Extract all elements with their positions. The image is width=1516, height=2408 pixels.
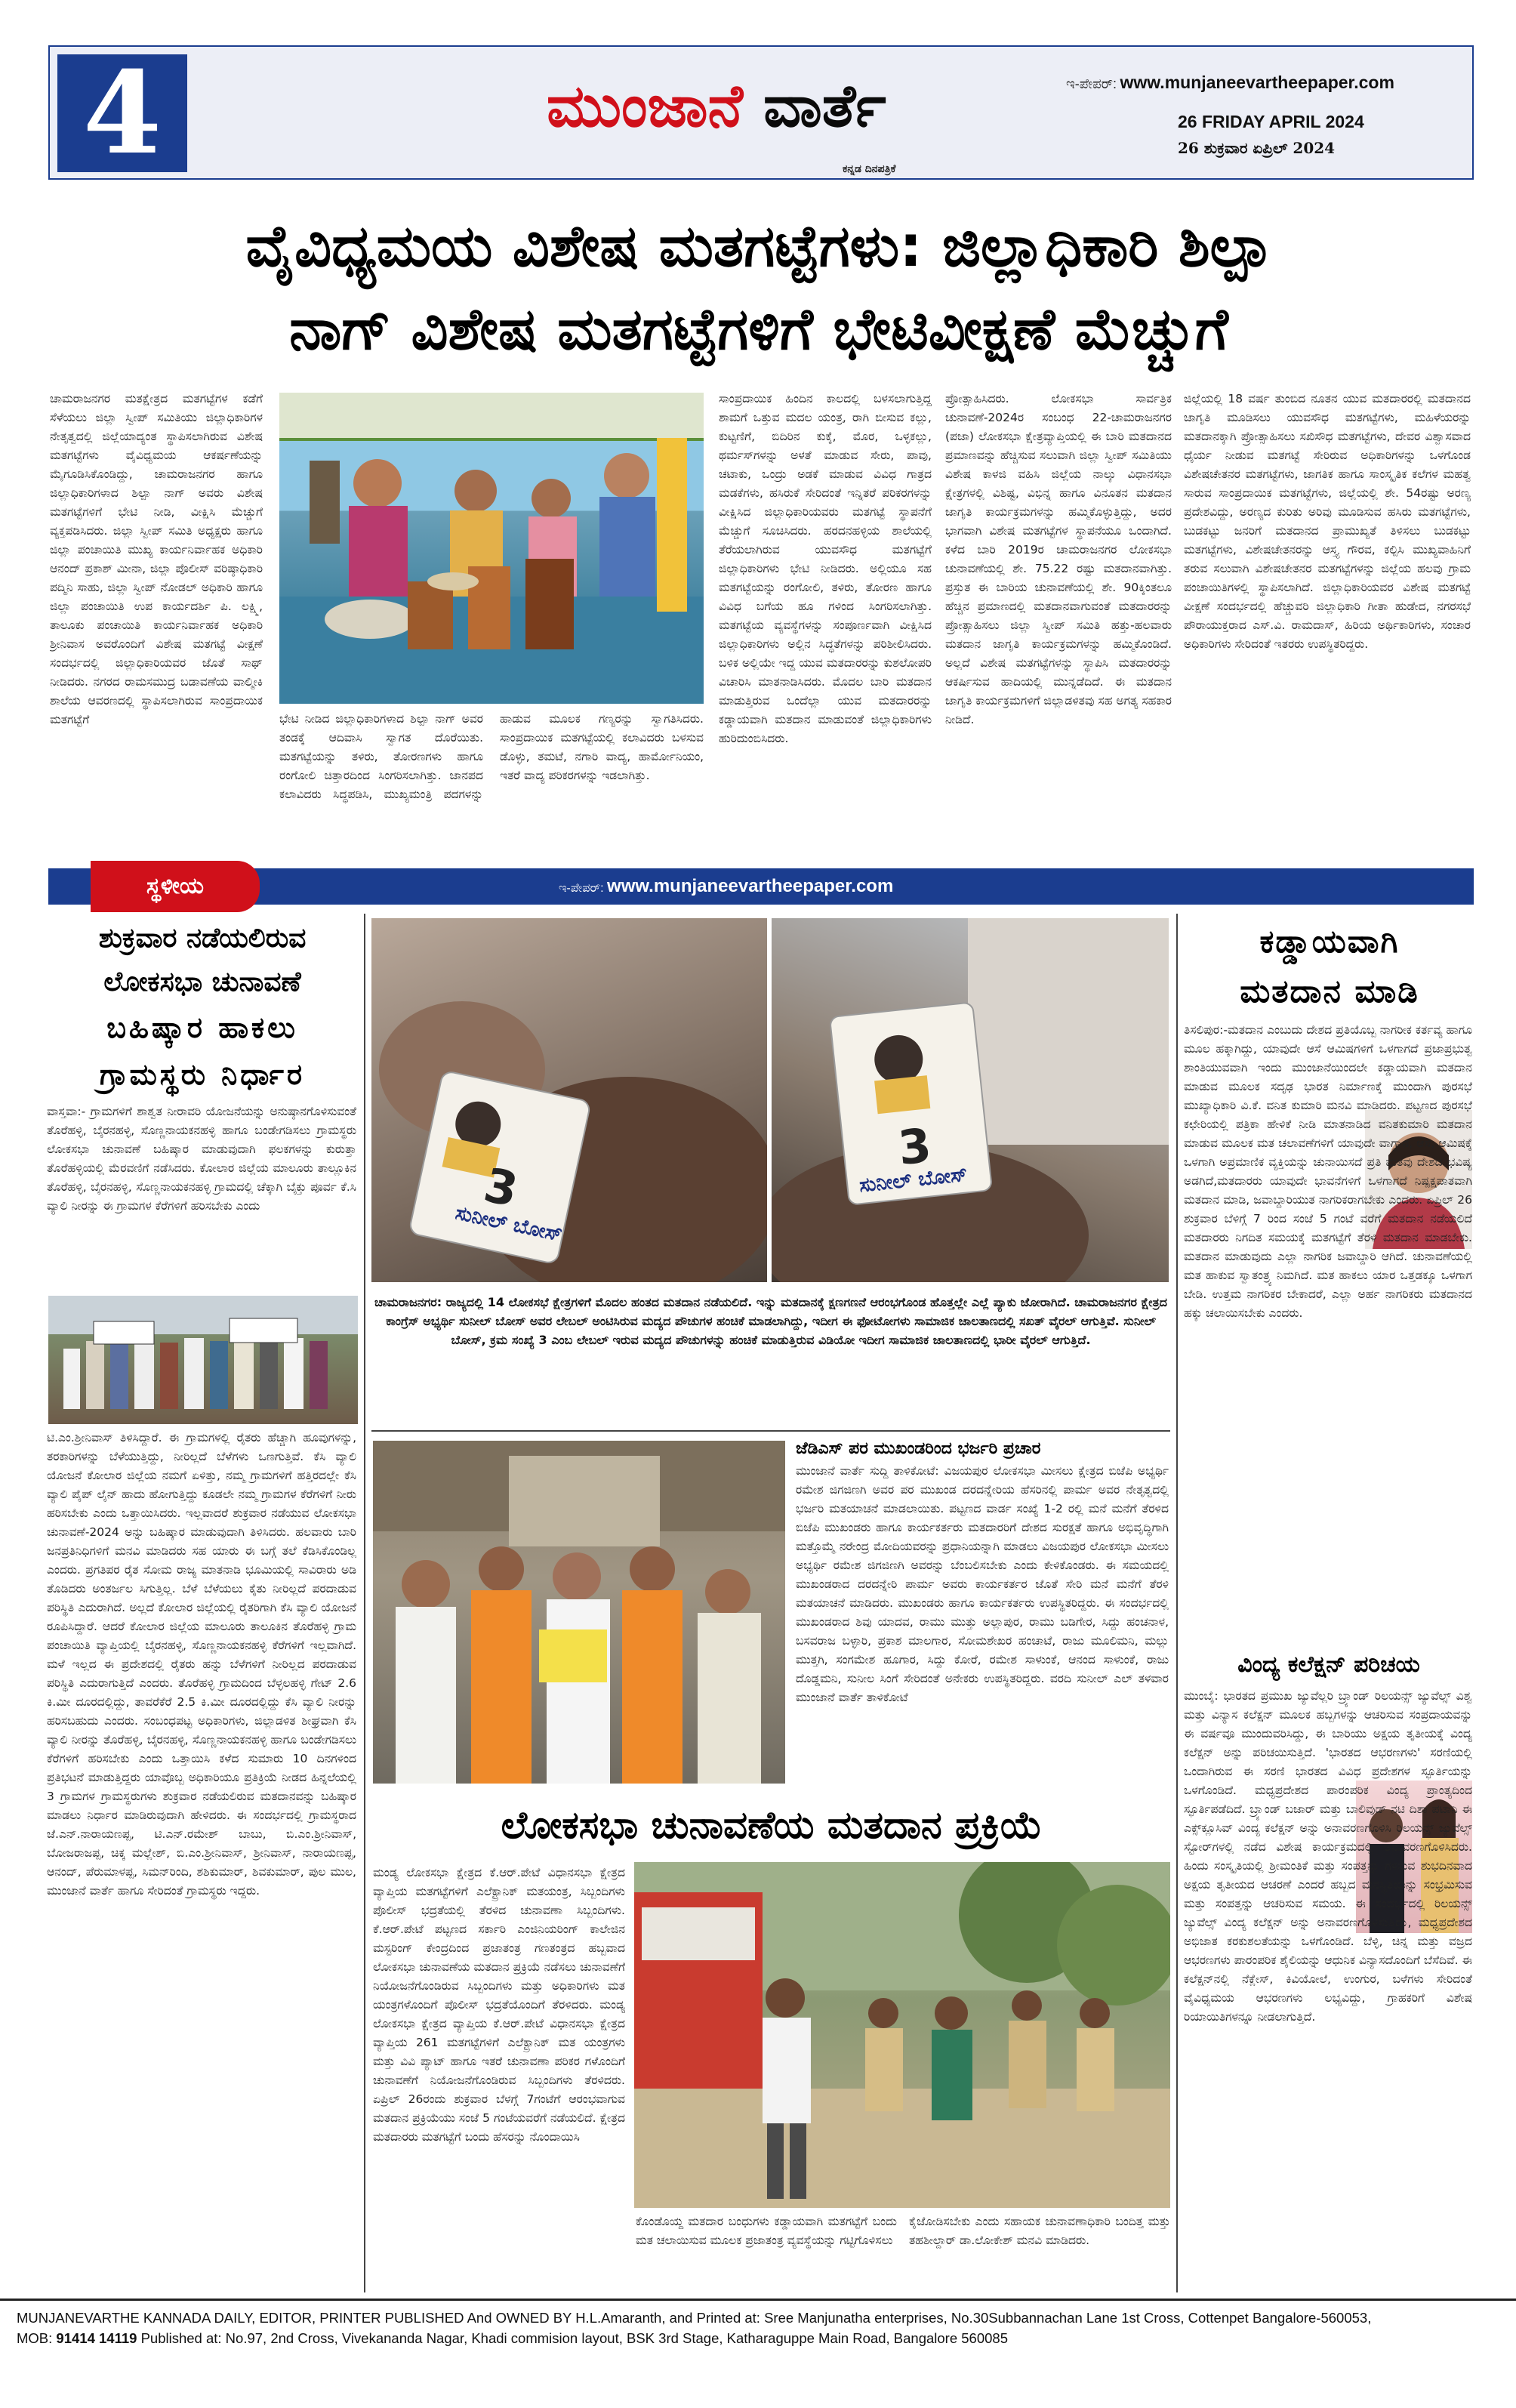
lead-photo <box>279 393 704 704</box>
epaper-url[interactable]: www.munjaneevartheepaper.com <box>1120 72 1394 92</box>
lead-photo-art <box>279 393 704 704</box>
viral-photo-right <box>772 918 1169 1282</box>
boycott-headline-4: ಗ್ರಾಮಸ್ಥರು ನಿರ್ಧಾರ <box>99 1058 306 1091</box>
footer <box>17 2308 1504 2348</box>
divider-right <box>1176 914 1178 2292</box>
section-bar <box>48 868 1474 905</box>
vote-subhead-2: ವಿಂದ್ಯ ಕಲೆಕ್ಷನ್ ಪರಿಚಯ <box>1184 1646 1474 1684</box>
lead-col-4: ಸಾಂಪ್ರದಾಯಿಕ ಹಿಂದಿನ ಕಾಲದಲ್ಲಿ ಬಳಸಲಾಗುತ್ತಿದ್ದ ಶಾಮಗೆ ಒತ್ತುವ ಮದಲ ಯಂತ್ರ, ರಾಗಿ ಬೀಸುವ ಕಲ್ಲು, ಕುಟ್ಟಣಿಗೆ, ಬಿದಿರಿನ ಕುಕ್ಕೆ, ಮೊರ, ಒಳ್ಳಕಲ್ಲು, ಥರ್ಮಸ್‌ಗಳನ್ನು ಅಳತೆ ಮಾಡುವ ಸೇರು, ಪಾವು, ಚಟಾಕು, ಒಂದ್ರು ಅಡಕೆ ಮಾಡುವ ವಿವಿಧ ಗಾತ್ರದ ಮಡಕೆಗಳು, ಹಸಿರುಕೆ ಸೇರಿದಂತೆ ಇನ್ನಿತರೆ ಪರಿಕರಗಳನ್ನು ವೀಕ್ಷಿಸಿದ ಜಿಲ್ಲಾಧಿಕಾರಿಯವರು ಮತಗಟ್ಟೆ ಸ್ಥಾಪನೆಗೆ ಮೆಚ್ಚುಗೆ ಸೂಚಿಸಿದರು. ಹರದನಹಳ್ಳಿಯ ಶಾಲೆಯಲ್ಲಿ ತೆರೆಯಲಾಗಿರುವ ಯುವಸೌಧ ಮತಗಟ್ಟೆಗೆ ಜಿಲ್ಲಾಧಿಕಾರಿಗಳು ಭೇಟಿ ನೀಡಿದರು. ಅಲ್ಲಿಯೂ ಸಹ ಮತಗಟ್ಟೆಯನ್ನು ರಂಗೋಲಿ, ತಳಿರು, ತೋರಣ ಹಾಗೂ ವಿವಿಧ ಬಗೆಯ ಹೂ ಗಳಿಂದ ಸಿಂಗರಿಸಲಾಗಿತ್ತು. ಮತಗಟ್ಟೆಯ ವ್ಯವಸ್ಥೆಗಳನ್ನು ಸಂಪೂರ್ಣವಾಗಿ ವೀಕ್ಷಿಸಿದ ಜಿಲ್ಲಾಧಿಕಾರಿಗಳು ಅಲ್ಲಿನ ಸಿದ್ಧತೆಗಳನ್ನು ಪರಿಶೀಲಿಸಿದರು. ಬಳಿಕ ಅಲ್ಲಿಯೇ ಇದ್ದ ಯುವ ಮತದಾರರನ್ನು ಕುಶಲೋಪರಿ ವಿಚಾರಿಸಿ ಮಾತನಾಡಿಸಿದರು. ಮೊದಲ ಬಾರಿ ಮತದಾನ ಮಾಡುತ್ತಿರುವ ಒಂದೆಲ್ಲಾ ಯುವ ಮತದಾರರನ್ನು ಕಡ್ಡಾಯವಾಗಿ ಮತದಾನ ಮಾಡುವಂತೆ ಜಿಲ್ಲಾಧಿಕಾರಿಗಳು ಹುರಿದುಂಬಿಸಿದರು. <box>719 392 932 745</box>
viral-caption: ಚಾಮರಾಜನಗರ: ರಾಜ್ಯದಲ್ಲಿ 14 ಲೋಕಸಭೆ ಕ್ಷೇತ್ರಗಳಿಗೆ ಮೊದಲ ಹಂತದ ಮತದಾನ ನಡೆಯಲಿದೆ. ಇನ್ನು ಮತದಾನಕ್ಕೆ ಕ್ಷಣಗಣನೆ ಆರಂಭಗೊಂಡ ಹೊತ್ತಲ್ಲೇ ಎಲ್ಲೆ ಪ್ಯಾಕು ಜೋರಾಗಿದೆ. ಚಾಮರಾಜನಗರ ಕ್ಷೇತ್ರದ ಕಾಂಗ್ರೆಸ್ ಅಭ್ಯರ್ಥಿ ಸುನೀಲ್ ಬೋಸ್ ಅವರ ಲೇಬಲ್ ಅಂಟಿಸಿರುವ ಮದ್ಯದ ಪೌಚುಗಳ ಹಂಚಿಕೆ ಮಾಡಲಾಗಿದ್ದು, ಇದೀಗ ಈ ಫೋಟೋಗಳು ಸಾಮಾಜಿಕ ಜಾಲತಾಣದಲ್ಲಿ ಸಖತ್ ವೈರಲ್ ಆಗುತ್ತಿವೆ. ಸುನೀಲ್ ಬೋಸ್, ಕ್ರಮ ಸಂಖ್ಯೆ 3 ಎಂಬ ಲೇಬಲ್ ಇರುವ ಮದ್ಯದ ಪೌಚುಗಳನ್ನು ಹಂಚಿಕೆ ಮಾಡುತ್ತಿರುವ ವಿಡಿಯೋ ಇದೀಗ ಸಾಮಾಜಿಕ ಜಾಲತಾಣದಲ್ಲಿ ಭಾರೀ ವೈರಲ್ ಆಗುತ್ತಿದೆ. <box>374 1295 1167 1347</box>
footer-line-2 <box>17 2328 1504 2348</box>
lead-headline-2: ನಾಗ್ ವಿಶೇಷ ಮತಗಟ್ಟೆಗಳಿಗೆ ಭೇಟಿವೀಕ್ಷಣೆ ಮೆಚ್ಚುಗೆ <box>289 295 1228 362</box>
sticker-number-left: 3 <box>479 1157 523 1218</box>
lead-col-1: ಚಾಮರಾಜನಗರ ಮತಕ್ಷೇತ್ರದ ಮತಗಟ್ಟೆಗಳ ಕಡೆಗೆ ಸೆಳೆಯಲು ಜಿಲ್ಲಾ ಸ್ವೀಪ್ ಸಮಿತಿಯು ಜಿಲ್ಲಾಧಿಕಾರಿಗಳ ನೇತೃತ್ವದಲ್ಲಿ ಜಿಲ್ಲೆಯಾದ್ಯಂತ ಸ್ಥಾಪಿಸಲಾಗಿರುವ ವಿಶೇಷ ಮತಗಟ್ಟೆಗಳು ವೈವಿಧ್ಯಮಯ ಆಕರ್ಷಣೆಯನ್ನು ಮೈಗೂಡಿಸಿಕೊಂಡಿದ್ದು, ಚಾಮರಾಜನಗರ ಹಾಗೂ ಜಿಲ್ಲಾಧಿಕಾರಿಗಳಾದ ಶಿಲ್ಪಾ ನಾಗ್ ಅವರು ವಿಶೇಷ ಮತಗಟ್ಟೆಗಳಿಗೆ ಭೇಟಿ ನೀಡಿ, ವೀಕ್ಷಿಸಿ ಮೆಚ್ಚುಗೆ ವ್ಯಕ್ತಪಡಿಸಿದರು. ಜಿಲ್ಲಾ ಸ್ವೀಪ್ ಸಮಿತಿ ಅಧ್ಯಕ್ಷರು ಹಾಗೂ ಜಿಲ್ಲಾ ಪಂಚಾಯಿತಿ ಮುಖ್ಯ ಕಾರ್ಯನಿರ್ವಾಹಕ ಅಧಿಕಾರಿ ಆನಂದ್ ಪ್ರಕಾಶ್ ಮೀನಾ, ಜಿಲ್ಲಾ ಪೊಲೀಸ್ ವರಿಷ್ಠಾಧಿಕಾರಿ ಪದ್ಮಿನಿ ಸಾಹು, ಜಿಲ್ಲಾ ಸ್ವೀಪ್ ನೋಡಲ್ ಅಧಿಕಾರಿ ಹಾಗೂ ಜಿಲ್ಲಾ ಪಂಚಾಯಿತಿ ಉಪ ಕಾರ್ಯದರ್ಶಿ ಪಿ. ಲಕ್ಷ್ಮಿ, ತಾಲೂಕು ಪಂಚಾಯಿತಿ ಕಾರ್ಯನಿರ್ವಾಹಕ ಅಧಿಕಾರಿ ಶ್ರೀನಿವಾಸ ಅವರೊಂದಿಗೆ ವಿಶೇಷ ಮತಗಟ್ಟೆ ವೀಕ್ಷಣೆ ಸಂದರ್ಭದಲ್ಲಿ ಜಿಲ್ಲಾಧಿಕಾರಿಯವರ ಜೊತೆ ಸಾಥ್ ನೀಡಿದರು. ನಗರದ ರಾಮಸಮುದ್ರ ಬಡಾವಣೆಯ ವಾಲ್ಮೀಕಿ ಶಾಲೆಯ ಆವರಣದಲ್ಲಿ ಸ್ಥಾಪಿಸಲಾಗಿರುವ ಸಾಂಪ್ರದಾಯಿಕ ಮತಗಟ್ಟೆಗೆ <box>50 392 263 726</box>
epaper-line <box>1066 72 1394 93</box>
divider-left <box>364 914 365 2292</box>
section-epaper-url[interactable]: www.munjaneevartheepaper.com <box>607 876 894 896</box>
masthead <box>48 45 1474 180</box>
footer-line-1: MUNJANEVARTHE KANNADA DAILY, EDITOR, PRINTER PUBLISHED And OWNED BY H.L.Amaranth, and Printed at: Sree Manjunatha enterprises, No.30Subbannachan Lane 1st Cross, Cottenpet Bangalore-560053, <box>17 2310 1372 2326</box>
date-kn: 26 ಶುಕ್ರವಾರ ಏಪ್ರಿಲ್ 2024 <box>1178 139 1336 157</box>
vote-text-1: ತಿಸಲಿಪುರ:-ಮತದಾನ ಎಂಬುದು ದೇಶದ ಪ್ರತಿಯೊಬ್ಬ ನಾಗರೀಕ ಕರ್ತವ್ಯ ಹಾಗೂ ಮೂಲ ಹಕ್ಕಾಗಿದ್ದು, ಯಾವುದೇ ಆಸೆ ಆಮಿಷಗಳಿಗೆ ಒಳಗಾಗದೆ ಪ್ರಜಾಪ್ರಭುತ್ವ ಶಾಂತಿಯುವವಾಗಿ ಇಂದು ಮುಂಜಾನೆಯಿಂದಲೇ ಕಡ್ಡಾಯವಾಗಿ ಮತದಾನ ಮಾಡುವ ಮೂಲಕ ಸದೃಢ ಭಾರತ ನಿರ್ಮಾಣಕ್ಕೆ ಮುಂದಾಗಿ ಪುರಸಭೆ ಮುಖ್ಯಾಧಿಕಾರಿ ವಿ.ಕೆ. ವನಿತ ಕುಮಾರಿ ಮನವಿ ಮಾಡಿದರು. ಪಟ್ಟಣದ ಪುರಸಭೆ ಕಛೇರಿಯಲ್ಲಿ ಪತ್ರಿಕಾ ಹೇಳಿಕೆ ನೀಡಿ ಮಾತನಾಡಿದ ವನಿತಕುಮಾರಿ ಮತದಾನ ಮಾಡುವ ಮೂಲಕ ಮತ ಚಲಾವಣೆಗಳಿಗೆ ಯಾವುದೇ ವಾಗ್ದಾನ, ಆಸೆ, ಆಮಿಷಕ್ಕೆ ಒಳಗಾಗಿ ಅಪ್ರಮಾಣಿಕ ವ್ಯಕ್ತಿಯನ್ನು ಚುನಾಯಿಸದೆ ಪ್ರತಿ ಮತವು ದೇಶದ ಭವಿಷ್ಯ ಅಡಗಿದೆ,ಮತದಾರರು ಯಾವುದೇ ಭಾವನೆಗಳಿಗೆ ಒಳಗಾಗದೆ ನಿಷ್ಪಕ್ಷಪಾತವಾಗಿ ಮತದಾನ ಮಾಡಿ, ಜವಾಬ್ದಾರಿಯುತ ನಾಗರಿಕರಾಗಬೇಕು ಎಂದರು. ಏಪ್ರಿಲ್ 26 ಶುಕ್ರವಾರ ಬೆಳಿಗ್ಗೆ 7 ರಿಂದ ಸಂಜೆ 5 ಗಂಟೆ ವರೆಗೆ ಮತದಾನ ನಡೆಯಲಿದೆ ಮತದಾರರು ನಿಗದಿತ ಸಮಯಕ್ಕೆ ಮತಗಟ್ಟೆಗೆ ತೆರಳಿ ಮತದಾನ ಮಾಡಬೇಕು. ಮತದಾನ ಮಾಡುವುದು ಎಲ್ಲಾ ನಾಗರಿಕ ಜವಾಬ್ದಾರಿ ಆಗಿದೆ. ಚುನಾವಣೆಯಲ್ಲಿ ಮತ ಹಾಕುವ ಸ್ವಾತಂತ್ರ್ಯ ನಿಮಗಿದೆ. ಮತ ಹಾಕಲು ಯಾರ ಒತ್ತಡಕ್ಕೂ ಒಳಗಾಗ ಬೇಡಿ. ಉತ್ತಮ ನಾಗರಿಕರ ಬೇಕಾದರೆ, ಎಲ್ಲಾ ಅರ್ಹ ನಾಗರಿಕರು ಮತದಾನದ ಹಕ್ಕು ಚಲಾಯಿಸಬೇಕು ಎಂದರು. <box>1184 1023 1472 1320</box>
section-label: ಸ್ಥಳೀಯ <box>146 873 205 899</box>
process-text: ಮಂಡ್ಯ ಲೋಕಸಭಾ ಕ್ಷೇತ್ರದ ಕೆ.ಆರ್.ಪೇಟೆ ವಿಧಾನಸಭಾ ಕ್ಷೇತ್ರದ ವ್ಯಾಪ್ತಿಯ ಮತಗಟ್ಟೆಗಳಿಗೆ ಎಲೆಕ್ಟ್ರಾನಿಕ್ ಮತಯಂತ್ರ, ಸಿಬ್ಬಂದಿಗಳು ಪೊಲೀಸ್ ಭದ್ರತೆಯಲ್ಲಿ ತೆರಳಿದ ಚುನಾವಣಾ ಸಿಬ್ಬಂದಿಗಳು. ಕೆ.ಆರ್.ಪೇಟೆ ಪಟ್ಟಣದ ಸರ್ಕಾರಿ ಎಂಜಿನಿಯರಿಂಗ್ ಕಾಲೇಜಿನ ಮಸ್ಟರಿಂಗ್ ಕೇಂದ್ರದಿಂದ ಪ್ರಜಾತಂತ್ರ ಗಣತಂತ್ರದ ಹಬ್ಬವಾದ ಲೋಕಸಭಾ ಚುನಾವಣೆಯ ಮತದಾನ ಪ್ರಕ್ರಿಯೆ ನಡೆಸಲು ಚುನಾವಣೆಗೆ ನಿಯೋಜನೆಗೊಂಡಿರುವ ಸಿಬ್ಬಂದಿಗಳು ಮತ್ತು ಅಧಿಕಾರಿಗಳು ಮತ ಯಂತ್ರಗಳೊಂದಿಗೆ ಪೊಲೀಸ್ ಭದ್ರತೆಯೊಂದಿಗೆ ತೆರಳಿದರು. ಮಂಡ್ಯ ಲೋಕಸಭಾ ಕ್ಷೇತ್ರದ ವ್ಯಾಪ್ತಿಯ ಕೆ.ಆರ್.ಪೇಟೆ ವಿಧಾನಸಭಾ ಕ್ಷೇತ್ರದ ವ್ಯಾಪ್ತಿಯ 261 ಮತಗಟ್ಟೆಗಳಿಗೆ ಎಲೆಕ್ಟ್ರಾನಿಕ್ ಮತ ಯಂತ್ರಗಳು ಮತ್ತು ವಿವಿ ಪ್ಯಾಟ್ ಹಾಗೂ ಇತರೆ ಚುನಾವಣಾ ಪರಿಕರ ಗಳೊಂದಿಗೆ ಚುನಾವಣೆಗೆ ನಿಯೋಜನೆಗೊಂಡಿರುವ ಸಿಬ್ಬಂದಿಗಳು ತೆರಳಿದರು. ಏಪ್ರಿಲ್ 26ರಂದು ಶುಕ್ರವಾರ ಬೆಳಗ್ಗೆ 7ಗಂಟೆಗೆ ಆರಂಭವಾಗುವ ಮತದಾನ ಪ್ರಕ್ರಿಯೆಯು ಸಂಜೆ 5 ಗಂಟೆಯವರೆಗೆ ನಡೆಯಲಿದೆ. ಕ್ಷೇತ್ರದ ಮತದಾರರು ಮತಗಟ್ಟೆಗೆ ಬಂದು ಹೆಸರನ್ನು ನೊಂದಾಯಿಸಿ <box>373 1866 625 2144</box>
vote-headline-2: ಮತದಾನ ಮಾಡಿ <box>1240 973 1419 1010</box>
boycott-headline-2: ಲೋಕಸಭಾ ಚುನಾವಣೆ <box>103 967 301 997</box>
section-epaper-label: ಇ-ಪೇಪರ್: <box>559 882 604 895</box>
page-number-box <box>57 47 187 180</box>
logo-part1: ಮುಂಜಾನೆ <box>547 72 743 140</box>
bjp-photo <box>373 1441 785 1784</box>
bjp-photo-art <box>373 1441 785 1784</box>
process-caption-right: ಕೈಜೋಡಿಸಬೇಕು ಎಂದು ಸಹಾಯಕ ಚುನಾವಣಾಧಿಕಾರಿ ಬಂದಿತ್ತ ಮತ್ತು ತಹಶೀಲ್ದಾರ್ ಡಾ.ಲೋಕೇಶ್ ಮನವಿ ಮಾಡಿದರು. <box>909 2215 1170 2247</box>
sticker-number-right: 3 <box>895 1117 934 1176</box>
vote-headline <box>1184 917 1475 1016</box>
date-en: 26 FRIDAY APRIL 2024 <box>1178 112 1364 131</box>
boycott-text-1: ವಾಸ್ತವಾ:- ಗ್ರಾಮಗಳಿಗೆ ಶಾಶ್ವತ ನೀರಾವರಿ ಯೋಜನೆಯನ್ನು ಅನುಷ್ಠಾನಗೊಳಿಸುವಂತೆ ತೊರೆಹಳ್ಳಿ, ಬೈರನಹಳ್ಳಿ, ಸೊಣ್ಣನಾಯಕನಹಳ್ಳಿ ಹಾಗೂ ಬಂಡೇಗಡಿಸಲು ಗ್ರಾಮಸ್ಥರು ಲೋಕಸಭಾ ಚುನಾವಣೆ ಬಹಿಷ್ಕಾರ ಮಾಡುವುದಾಗಿ ಫಲಕಗಳನ್ನು ಕುರುತ್ತಾ ತೊರೆಹಳ್ಳಿಯಲ್ಲಿ ಮೆರವಣಿಗೆ ನಡೆಸಿದರು. ಕೋಲಾರ ಜಿಲ್ಲೆಯ ಮಾಲೂರು ತಾಲ್ಲೂಕಿನ ತೊರೆಹಳ್ಳಿ, ಬೈರನಹಳ್ಳಿ, ಸೊಣ್ಣನಾಯಕನಹಳ್ಳಿ ಗ್ರಾಮದಲ್ಲಿ ಚೆಕ್ಕಾಗಿ ಬೈಕ್ತು ಪೂರ್ವ ಕೆ.ಸಿ ವ್ಯಾಲಿ ನೀರನ್ನು ಈ ಗ್ರಾಮಗಳ ಕೆರೆಗಳಿಗೆ ಹರಿಸಬೇಕು ಎಂದು <box>47 1105 356 1213</box>
process-headline: ಲೋಕಸಭಾ ಚುನಾವಣೆಯ ಮತದಾನ ಪ್ರಕ್ರಿಯೆ <box>501 1803 1043 1847</box>
process-caption-left: ಕೊಂಡೊಯ್ದ ಮತದಾರ ಬಂಧುಗಳು ಕಡ್ಡಾಯವಾಗಿ ಮತಗಟ್ಟೆಗೆ ಬಂದು ಮತ ಚಲಾಯಿಸುವ ಮೂಲಕ ಪ್ರಜಾತಂತ್ರ ವ್ಯವಸ್ಥೆಯನ್ನು ಗಟ್ಟಿಗೊಳಿಸಲು <box>636 2215 897 2247</box>
process-photo-art <box>634 1862 1170 2208</box>
epaper-label: ಇ-ಪೇಪರ್: <box>1066 76 1117 91</box>
boycott-text-2: ಟಿ.ಎಂ.ಶ್ರೀನಿವಾಸ್ ತಿಳಿಸಿದ್ದಾರೆ. ಈ ಗ್ರಾಮಗಳಲ್ಲಿ ರೈತರು ಹೆಚ್ಚಾಗಿ ಹೂವುಗಳನ್ನು, ತರಕಾರಿಗಳನ್ನು ಬೆಳೆಯುತ್ತಿದ್ದು, ನೀರಿಲ್ಲದೆ ಬೆಳೆಗಳು ಒಣಗುತ್ತಿವೆ. ಕೆಸಿ ವ್ಯಾಲಿ ಯೋಜನೆ ಕೋಲಾರ ಜಿಲ್ಲೆಯ ನಮಗೆ ಏಳಿತ್ತು, ನಮ್ಮ ಗ್ರಾಮಗಳಿಗೆ ಹತ್ತಿರದಲ್ಲೇ ಕೆಸಿ ವ್ಯಾಲಿ ಪೈಪ್ ಲೈನ್ ಹಾದು ಹೋಗುತ್ತಿದ್ದು ಕೂಡಲೇ ನಮ್ಮ ಗ್ರಾಮಗಳ ಕೆರೆಗಳಿಗೆ ನೀರು ಹರಿಸಬೇಕು ಎಂದು ಒತ್ತಾಯಿಸಿದರು. ಇಲ್ಲವಾದರೆ ಶುಕ್ರವಾರ ನಡೆಯುವ ಲೋಕಸಭಾ ಚುನಾವಣೆ-2024 ಅನ್ನು ಬಹಿಷ್ಕಾರ ಮಾಡುವುದಾಗಿ ತಿಳಿಸಿದರು. ಹಲವಾರು ಬಾರಿ ಜನಪ್ರತಿನಿಧಿಗಳಿಗೆ ಮನವಿ ಮಾಡಿದರು ಸಹ ಯಾರು ಈ ಬಗ್ಗೆ ತಲೆ ಕೆಡಿಸಿಕೊಂಡಿಲ್ಲ ಎಂದರು. ಪ್ರಗತಿಪರ ರೈತ ಸೋಮ ರಾಜ್ಯ ಮಾತನಾಡಿ ಭೂಮಿಯಲ್ಲಿ ಸಾವಿರಾರು ಅಡಿ ತೊಡಿದರು ಅಂತರ್ಜಲ ಸಿಗುತ್ತಿಲ್ಲ. ಬೆಳೆ ಬೆಳೆಯಲು ಕೈತು ನೀರಿಲ್ಲದೆ ಪರದಾಡುವ ಪರಿಸ್ಥಿತಿ ಎದುರಾಗಿದೆ. ಅಲ್ಲದೆ ಕೋಲಾರ ಜಿಲ್ಲೆಯಲ್ಲಿ ರೈತರಿಗಾಗಿ ಕೆಸಿ ವ್ಯಾಲಿ ಯೋಜನೆ ರೂಪಿಸಿದ್ದಾರೆ. ಆದರೆ ಕೋಲಾರ ಜಿಲ್ಲೆಯ ಮಾಲೂರು ತಾಲೂಕಿನ ತೊರೆಹಳ್ಳಿ ಗ್ರಾಮ ಪಂಚಾಯಿತಿ ವ್ಯಾಪ್ತಿಯಲ್ಲಿ ಬೈರನಹಳ್ಳಿ, ಸೊಣ್ಣನಾಯಕನಹಳ್ಳಿ ಕೆರೆಗಳಿಗೆ ಇಲ್ಲವಾಗಿದೆ. ಮಳೆ ಇಲ್ಲದ ಈ ಪ್ರದೇಶದಲ್ಲಿ ರೈತರು ಹನ್ನು ಬೆಳೆಗಳಿಗೆ ನೀರಿಲ್ಲದ ಪರದಾಡುವ ಪರಿಸ್ಥಿತಿ ಎದುರಾಗುತ್ತಿದೆ ಎಂದರು. ತೊರೆಹಳ್ಳಿ ಗ್ರಾಮದಿಂದ ಬೆಳ್ಳಲಹಳ್ಳಿ ಗೇಟ್ 2.6 ಕಿ.ಮೀ ದೂರದಲ್ಲಿದ್ದು, ತಾವರೆಕೆರೆ 2.5 ಕಿ.ಮೀ ದೂರದಲ್ಲಿದ್ದು ಕೆಸಿ ವ್ಯಾಲಿ ನೀರನ್ನು ಹರಿಸಬಹುದು ಎಂದರು. ಸಂಬಂಧಪಟ್ಟ ಅಧಿಕಾರಿಗಳು, ಜಿಲ್ಲಾಡಳಿತ ಶೀಘ್ರವಾಗಿ ಕೆಸಿ ವ್ಯಾಲಿ ನೀರನ್ನು ತೊರೆಹಳ್ಳಿ, ಬೈರನಹಳ್ಳಿ, ಸೊಣ್ಣನಾಯಕನಹಳ್ಳಿ ಹಾಗೂ ಬಂಡೇಗಡಿಸಲು ಕೆರೆಗಳಿಗೆ ಹರಿಸಬೇಕು ಎಂದು ಒತ್ತಾಯಿಸಿ ಕಳೆದ ಸುಮಾರು 10 ದಿನಗಳಿಂದ ಪ್ರತಿಭಟನೆ ಮಾಡುತ್ತಿದ್ದರು ಯಾವೊಬ್ಬ ಅಧಿಕಾರಿಯೂ ಪ್ರತಿಕ್ರಿಯೆ ನೀಡದ ಹಿನ್ನಲೆಯಲ್ಲಿ 3 ಗ್ರಾಮಗಳ ಗ್ರಾಮಸ್ಥರುಗಳು ಶುಕ್ರವಾರ ನಡೆಯಲಿರುವ ಮತದಾನವನ್ನು ಬಹಿಷ್ಕಾರ ಮಾಡಲು ನಿರ್ಧಾರ ಮಾಡಿರುವುದಾಗಿ ಹೇಳಿದರು. ಈ ಸಂದರ್ಭದಲ್ಲಿ ಗ್ರಾಮಸ್ಥರಾದ ಜೆ.ಎನ್.ನಾರಾಯಣಪ್ಪ, ಟಿ.ಎನ್.ರಮೇಶ್ ಬಾಬು, ಬಿ.ಎಂ.ಶ್ರೀನಿವಾಸ್, ಬೋಜರಾಜಪ್ಪ, ಚಿಕ್ಕ ಮಲ್ಲೇಶ್, ಬಿ.ಎಂ.ಶ್ರೀನಿವಾಸ್, ಶ್ರೀನಿವಾಸ್, ನಾರಾಯಣಪ್ಪ, ಆನಂದ್, ಪೆರುಮಾಳಪ್ಪ, ಸಿಮನ್‌ರಿಂದಿ, ಶಶಿಕುಮಾರ್, ಶಿವಕುಮಾರ್, ಪುಲ ಮುಲ, ಮುಂಜಾನೆ ವಾರ್ತೆ ಹಾಗೂ ಸೇರಿದಂತೆ ಗ್ರಾಮಸ್ಥರು ಇದ್ದರು. <box>47 1431 356 1898</box>
boycott-headline-3: ಬಹಿಷ್ಕಾರ ಹಾಕಲು <box>106 1011 298 1044</box>
process-photo <box>634 1862 1170 2208</box>
boycott-photo-art <box>48 1296 358 1424</box>
logo-part2: ವಾರ್ತೆ <box>763 72 886 140</box>
boycott-headline-1: ಶುಕ್ರವಾರ ನಡೆಯಲಿರುವ <box>98 923 307 954</box>
sticker-name-left: ಸುನೀಲ್ ಬೋಸ್ <box>453 1201 565 1247</box>
footer-published: Published at: No.97, 2nd Cross, Vivekananda Nagar, Khadi commision layout, BSK 3rd Stage, Katharaguppe Main Road, Bangalore 560085 <box>140 2330 1008 2346</box>
lead-col-5: ಪ್ರೋತ್ಸಾಹಿಸಿದರು. ಲೋಕಸಭಾ ಸಾರ್ವತ್ರಿಕ ಚುನಾವಣೆ-2024ರ ಸಂಬಂಧ 22-ಚಾಮರಾಜನಗರ (ಪಜಾ) ಲೋಕಸಭಾ ಕ್ಷೇತ್ರವ್ಯಾಪ್ತಿಯಲ್ಲಿ ಈ ಬಾರಿ ಮತದಾನದ ಪ್ರಮಾಣವನ್ನು ಹೆಚ್ಚಿಸುವ ಸಲುವಾಗಿ ಜಿಲ್ಲಾ ಸ್ವೀಪ್ ಸಮಿತಿಯು ವಿಶೇಷ ಕಾಳಜಿ ವಹಿಸಿ ಜಿಲ್ಲೆಯ ನಾಲ್ಕು ವಿಧಾನಸಭಾ ಕ್ಷೇತ್ರಗಳಲ್ಲಿ ವಿಶಿಷ್ಟ, ವಿಭಿನ್ನ ಹಾಗೂ ವಿನೂತನ ಮತದಾನ ಜಾಗೃತಿ ಕಾರ್ಯಕ್ರಮಗಳನ್ನು ಹಮ್ಮಿಕೊಳ್ಳುತ್ತಿದ್ದು, ಅದರ ಭಾಗವಾಗಿ ವಿಶೇಷ ಮತಗಟ್ಟೆಗಳ ಸ್ಥಾಪನೆಯೂ ಒಂದಾಗಿದೆ. ಕಳೆದ ಬಾರಿ 2019ರ ಚಾಮರಾಜನಗರ ಲೋಕಸಭಾ ಚುನಾವಣೆಯಲ್ಲಿ ಶೇ. 75.22 ರಷ್ಟು ಮತದಾನವಾಗಿತ್ತು. ಪ್ರಸ್ತುತ ಈ ಬಾರಿಯ ಚುನಾವಣೆಯಲ್ಲಿ ಶೇ. 90ಕ್ಕಿಂತಲೂ ಹೆಚ್ಚಿನ ಪ್ರಮಾಣದಲ್ಲಿ ಮತದಾನವಾಗುವಂತೆ ಮತದಾರರನ್ನು ಪ್ರೋತ್ಸಾಹಿಸಲು ಜಿಲ್ಲಾ ಸ್ವೀಪ್ ಸಮಿತಿ ಹತ್ತು-ಹಲವಾರು ಮತದಾನ ಜಾಗೃತಿ ಕಾರ್ಯಕ್ರಮಗಳನ್ನು ಹಮ್ಮಿಕೊಂಡಿದೆ. ಅಲ್ಲದೆ ವಿಶೇಷ ಮತಗಟ್ಟೆಗಳನ್ನು ಸ್ಥಾಪಿಸಿ ಮತದಾರರನ್ನು ಆಕರ್ಷಿಸುವ ಹಾದಿಯಲ್ಲಿ ಮುನ್ನಡೆದಿದೆ. ಈ ಮತದಾನ ಜಾಗೃತಿ ಕಾರ್ಯಕ್ರಮಗಳಿಗೆ ಜಿಲ್ಲಾಡಳಿತವು ಸಹ ಅಗತ್ಯ ಸಹಕಾರ ನೀಡಿದೆ. <box>945 392 1172 726</box>
vote-headline-1: ಕಡ್ಡಾಯವಾಗಿ <box>1259 923 1400 960</box>
footer-mob-number: 91414 14119 <box>56 2330 137 2346</box>
lead-headline-1: ವೈವಿಧ್ಯಮಯ ವಿಶೇಷ ಮತಗಟ್ಟೆಗಳು: ಜಿಲ್ಲಾಧಿಕಾರಿ ಶಿಲ್ಪಾ <box>245 212 1272 279</box>
boycott-headline <box>47 917 358 1098</box>
viral-photo-right-art <box>772 918 1169 1282</box>
lead-photo-caption: ಭೇಟಿ ನೀಡಿದ ಜಿಲ್ಲಾಧಿಕಾರಿಗಳಾದ ಶಿಲ್ಪಾ ನಾಗ್ ಅವರ ತಂಡಕ್ಕೆ ಆದಿವಾಸಿ ಸ್ವಾಗತ ದೊರೆಯಿತು. ಮತಗಟ್ಟೆಯನ್ನು ತಳಿರು, ತೋರಣಗಳು ಹಾಗೂ ರಂಗೋಲಿ ಚಿತ್ತಾರದಿಂದ ಸಿಂಗರಿಸಲಾಗಿತ್ತು. ಜಾನಪದ ಕಲಾವಿದರು ಸಿದ್ಧಪಡಿಸಿ, ಮುಖ್ಯಮಂತ್ರಿ ಪದಗಳನ್ನು ಹಾಡುವ ಮೂಲಕ ಗಣ್ಯರನ್ನು ಸ್ವಾಗತಿಸಿದರು. ಸಾಂಪ್ರದಾಯಿಕ ಮತಗಟ್ಟೆಯಲ್ಲಿ ಕಲಾವಿದರು ಬಳಸುವ ಡೊಳ್ಳು, ತಮಟೆ, ನಗಾರಿ ವಾದ್ಯ, ಹಾರ್ಮೋನಿಯಂ, ಇತರೆ ವಾದ್ಯ ಪರಿಕರಗಳನ್ನು ಇಡಲಾಗಿತ್ತು. <box>279 712 704 801</box>
page-number: 4 <box>82 47 162 180</box>
footer-mob-label: MOB: <box>17 2330 53 2346</box>
lead-col-6: ಜಿಲ್ಲೆಯಲ್ಲಿ 18 ವರ್ಷ ತುಂಬಿದ ನೂತನ ಯುವ ಮತದಾರರಲ್ಲಿ ಮತದಾನದ ಜಾಗೃತಿ ಮೂಡಿಸಲು ಯುವಸೌಧ ಮತಗಟ್ಟೆಗಳು, ಮಹಿಳೆಯರನ್ನು ಮತದಾನಕ್ಕಾಗಿ ಪ್ರೋತ್ಸಾಹಿಸಲು ಸಖಿಸೌಧ ಮತಗಟ್ಟೆಗಳು, ದೇವರ ವಿಶ್ವಾಸವಾದ ಧೈರ್ಯ ನೀಡುವ ಮತಗಟ್ಟೆ ಸೇರಿರುವ ಅಧಿಕಾರಿಗಳನ್ನು ಒಳಗೊಂಡ ವಿಶೇಷಚೇತನರ ಮತಗಟ್ಟೆಗಳು, ಜಾಗತಿಕ ಹಾಗೂ ಸಾಂಸ್ಕೃತಿಕ ಕಲೆಗಳ ಮಹತ್ವ ಸಾರುವ ಸಾಂಪ್ರದಾಯಿಕ ಮತಗಟ್ಟೆಗಳು, ಜಿಲ್ಲೆಯಲ್ಲಿ ಶೇ. 54ರಷ್ಟು ಅರಣ್ಯ ಪ್ರದೇಶವಿದ್ದು, ಅರಣ್ಯದ ಕುರಿತು ಅರಿವು ಮೂಡಿಸುವ ಹಸಿರು ಮತಗಟ್ಟೆಗಳು, ಬುಡಕಟ್ಟು ಜನರಿಗೆ ಮತದಾನದ ಪ್ರಾಮುಖ್ಯತೆ ತಿಳಿಸಲು ಬುಡಕಟ್ಟು ಮತಗಟ್ಟೆಗಳು, ವಿಶೇಷಚೇತನರನ್ನು ಆಸ್ತ್ಯ ಗೌರವ, ಕಲ್ಪಿಸಿ ಮುಖ್ಯವಾಹಿನಿಗೆ ತರುವ ಸಲುವಾಗಿ ವಿಶೇಷಚೇತನರ ಮತಗಟ್ಟೆಗಳನ್ನು ಜಿಲ್ಲೆಯ ಹಲವು ಗ್ರಾಮ ಪಂಚಾಯಿತಿಗಳಲ್ಲಿ ಸ್ಥಾಪಿಸಲಾಗಿದೆ. ಜಿಲ್ಲಾಧಿಕಾರಿಯವರ ವಿಶೇಷ ಮತಗಟ್ಟೆ ವೀಕ್ಷಣೆ ಸಂದರ್ಭದಲ್ಲಿ ಹೆಚ್ಚುವರಿ ಜಿಲ್ಲಾಧಿಕಾರಿ ಗೀತಾ ಹುಡೇದ, ನಗರಸಭೆ ಪೌರಾಯುಕ್ತರಾದ ಎಸ್.ವಿ. ರಾಮದಾಸ್, ಹಿರಿಯ ಅರ್ಥಿಕಾರಿಗಳು, ಸಂಚಾರ ಅಧಿಕಾರಿಗಳು ಸೇರಿದಂತೆ ಇತರರು ಉಪಸ್ಥಿತರಿದ್ದರು. <box>1184 392 1471 651</box>
section-tab <box>91 861 260 912</box>
divider-mid <box>371 1430 1170 1432</box>
section-epaper <box>559 876 893 897</box>
viral-photo-left-art <box>371 918 767 1282</box>
tagline: ಕನ್ನಡ ದಿನಪತ್ರಿಕೆ <box>843 163 896 175</box>
vote-text-2: ಮುಂಬೈ: ಭಾರತದ ಪ್ರಮುಖ ಜ್ಯುವೆಲ್ಲರಿ ಬ್ರ್ಯಾಂಡ್ ರಿಲಯನ್ಸ್ ಜ್ಯುವೆಲ್ಸ್ ವಿಶ್ವ ಮತ್ತು ವಿನ್ಯಾಸ ಕಲೆಕ್ಷನ್ ಮೂಲಕ ಹಬ್ಬಗಳನ್ನು ಆಚರಿಸುವ ಸಂಪ್ರದಾಯವನ್ನು ಈ ವರ್ಷವೂ ಮುಂದುವರಿಸಿದ್ದು, ಈ ಬಾರಿಯು ಅಕ್ಷಯ ತೃತೀಯಕ್ಕೆ ವಿಂದ್ಯ ಕಲೆಕ್ಷನ್ ಅನ್ನು ಪರಿಚಯಿಸುತ್ತಿದೆ. 'ಭಾರತದ ಆಭರಣಗಳು' ಸರಣಿಯಲ್ಲಿ ಒಂದಾಗಿರುವ ಈ ಸರಣಿ ಭಾರತದ ವಿವಿಧ ಪ್ರದೇಶಗಳ ಸ್ಫೂರ್ತಿಯನ್ನು ಒಳಗೊಂಡಿದೆ. ಮಧ್ಯಪ್ರದೇಶದ ಪಾರಂಪರಿಕ ವಿಂದ್ಯ ಪ್ರಾಂತ್ಯದಿಂದ ಸ್ಫೂರ್ತಿಪಡೆದಿದೆ. ಬ್ರ್ಯಾಂಡ್ ಬಜಾರ್ ಮತ್ತು ಬಾಲಿವುಡ್ ನಟಿ ದಿಶಾ ಪಟಾನಿ ಈ ಎಕ್ಸ್‌ಕ್ಲೂಸಿವ್ ವಿಂದ್ಯ ಕಲೆಕ್ಷನ್ ಅನ್ನು ಅನಾವರಣಗೊಳಿಸಿ ರಿಲಯನ್ಸ್ ಜ್ಯುವೆಲ್ಸ್ ಸ್ಟೋರ್‌ಗಳಲ್ಲಿ ನಡೆದ ವಿಶೇಷ ಕಾರ್ಯಕ್ರಮದಲ್ಲಿ ಅನಾವರಣಗೊಳಿಸಿದರು. ಹಿಂದು ಸಂಸ್ಕೃತಿಯಲ್ಲಿ ಶ್ರೀಮಂತಿಕೆ ಮತ್ತು ಸಂಪತ್ತನ್ನು ಗಳಿಸುವ ಶುಭದಿನವಾದ ಅಕ್ಷಯ ತೃತೀಯದ ಆಚರಣೆ ಎಂದರೆ ಹಬ್ಬದ ಮನಸ್ಥಿತಿಯನ್ನು ಸಂಭ್ರಮಿಸುವ ಮತ್ತು ಸಂಪತ್ತನ್ನು ಆಚರಿಸುವ ಸಮಯ. ಈ ಸಂದರ್ಭದಲ್ಲಿ ರಿಲಯನ್ಸ್ ಜ್ಯುವೆಲ್ಸ್ ವಿಂದ್ಯ ಕಲೆಕ್ಷನ್ ಅನ್ನು ಅನಾವರಣಗೊಳಿಸುತ್ತಿದ್ದು, ಮಧ್ಯಪ್ರದೇಶದ ಅಭಿಜಾತ ಕರಕುಶಲತೆಯನ್ನು ಒಳಗೊಂಡಿದೆ. ಬೆಳ್ಳಿ, ಚಿನ್ನ ಮತ್ತು ವಜ್ರದ ಆಭರಣಗಳು ಪಾರಂಪರಿಕ ಶೈಲಿಯನ್ನು ಆಧುನಿಕ ವಿನ್ಯಾಸದೊಂದಿಗೆ ಬೆಸೆದಿವೆ. ಈ ಕಲೆಕ್ಷನ್‌ನಲ್ಲಿ ನೆಕ್ಲೇಸ್, ಕಿವಿಯೋಲೆ, ಉಂಗುರ, ಬಳೆಗಳು ಸೇರಿದಂತೆ ವೈವಿಧ್ಯಮಯ ಆಭರಣಗಳು ಲಭ್ಯವಿದ್ದು, ಗ್ರಾಹಕರಿಗೆ ವಿಶೇಷ ರಿಯಾಯಿತಿಗಳನ್ನೂ ನೀಡಲಾಗುತ್ತಿದೆ. <box>1184 1689 1472 2024</box>
sticker-name-right: ಸುನೀಲ್ ಬೋಸ್ <box>858 1163 969 1198</box>
logo <box>547 50 1075 163</box>
bjp-subhead: ಜೆಡಿಎಸ್ ಪರ ಮುಖಂಡರಿಂದ ಭರ್ಜರಿ ಪ್ರಚಾರ <box>796 1439 1041 1458</box>
bjp-text: ಮುಂಜಾನೆ ವಾರ್ತೆ ಸುದ್ದಿ ತಾಳಿಕೋಟೆ: ವಿಜಯಪುರ ಲೋಕಸಭಾ ಮೀಸಲು ಕ್ಷೇತ್ರದ ಬಿಜೆಪಿ ಅಭ್ಯರ್ಥಿ ರಮೇಶ ಜಿಗಜಿಣಗಿ ಅವರ ಪರ ಮುಖಂಡ ದರದನ್ನೇರಿಯ ಹೆಸರಿನಲ್ಲಿ ಪಾರ್ಮ ಅವರ ನೇತೃತ್ವದಲ್ಲಿ ಭರ್ಜರಿ ಮತಯಾಚನೆ ಮಾಡಲಾಯಿತು. ಪಟ್ಟಣದ ವಾರ್ಡ ಸಂಖ್ಯೆ 1-2 ರಲ್ಲಿ ಮನೆ ಮನೆಗೆ ತೆರಳಿದ ಬಿಜೆಪಿ ಮುಖಂಡರು ಹಾಗೂ ಕಾರ್ಯಕರ್ತರು ಮತದಾರರಿಗೆ ದೇಶದ ಸುರಕ್ಷತೆ ಹಾಗೂ ಅಭಿವೃದ್ಧಿಗಾಗಿ ಮತ್ತೊಮ್ಮೆ ನರೇಂದ್ರ ಮೋದಿಯವರನ್ನು ಪ್ರಧಾನಿಯನ್ನಾಗಿ ಮಾಡಲು ವಿಜಯಪುರ ಲೋಕಸಭಾ ಮೀಸಲು ಅಭ್ಯರ್ಥಿ ರಮೇಶ ಜಿಗಜಿಣಗಿ ಅವರನ್ನು ಬೆಂಬಲಿಸಬೇಕು ಎಂದು ಕೇಳಿಕೊಂಡರು. ಈ ಸಮಯದಲ್ಲಿ ಮುಖಂಡರಾದ ದರದನ್ನೇರಿ ಪಾರ್ಮ ಅವರು ಕಾರ್ಯಕರ್ತರ ಜೊತೆ ಸೇರಿ ಮನೆ ಮನೆಗೆ ತೆರಳಿ ಮತಯಾಚನೆ ಮಾಡಿದರು. ಮುಖಂಡರು ಹಾಗೂ ಕಾರ್ಯಕರ್ತರು ಉಪಸ್ಥಿತರಿದ್ದರು. ಈ ಸಂದರ್ಭದಲ್ಲಿ ಮುಖಂಡರಾದ ಶಿವು ಯಾದವ, ರಾಮು ಮುತ್ತು ಅಲ್ಲಾಪುರ, ರಾಮು ಬಡಿಗೇರ, ಸಿದ್ದು ಹಂಚನಾಳ, ಬಸವರಾಜ ಬಳ್ಳಾರಿ, ಪ್ರಕಾಶ ಮಾಲಗಾರ, ಸೋಮಶೇಖರ ಹಂಚಾಟೆ, ರಾಜು ಮೂಲಿಮನಿ, ಮಲ್ಲು ಮುತ್ತಗಿ, ಸಂಗಮೇಶ ಹೂಗಾರ, ಸಿದ್ದು ಕೋರೆ, ರಮೇಶ ಸಾಳುಂಕೆ, ಆನಂದ ಸಾಳುಂಕೆ, ರಾಜು ದೊಡ್ಡಮನಿ, ಸುನೀಲ ಸಿಂಗೆ ಸೇರಿದಂತೆ ಅನೇಕರು ಉಪಸ್ಥಿತರಿದ್ದರು. ವರದಿ ಸುನೀಲ್ ಎಲ್ ತಳವಾರ ಮುಂಜಾನೆ ವಾರ್ತೆ ತಾಳಿಕೋಟೆ <box>796 1464 1169 1704</box>
viral-photo-left <box>371 918 767 1282</box>
boycott-photo <box>48 1296 358 1424</box>
footer-rule <box>0 2299 1516 2301</box>
